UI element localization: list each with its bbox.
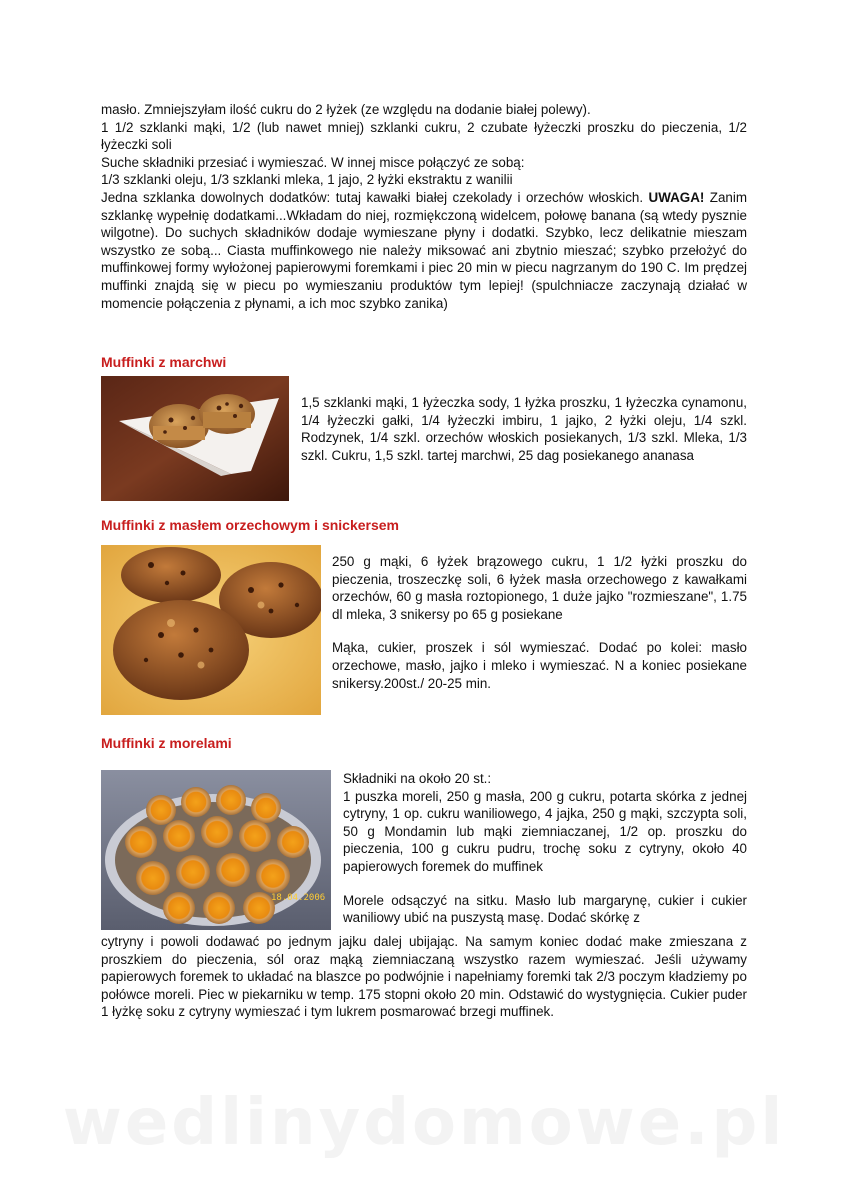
- heading-apricot-muffins: Muffinki z morelami: [101, 735, 232, 751]
- peanut-butter-muffins-text: [332, 553, 747, 692]
- apricot-method-continuation: [101, 933, 747, 1021]
- photo-date-stamp: 18.04.2006: [271, 893, 326, 903]
- carrot-muffins-ingredients: [301, 394, 747, 464]
- apricot-intro-text: Składniki na około 20 st.:: [343, 771, 492, 786]
- carrot-ingredients-text: 1,5 szklanki mąki, 1 łyżeczka sody, 1 łyżka proszku, 1 łyżeczka cynamonu, 1/4 łyżeczki gałki, 1/4 łyżeczki imbiru, 1 jajko, 2 łyżki oleju, 1/4 szkl. Rodzynek, 1/4 szkl. orzechów włoskich posiekanych, 1/3 szkl. Mleka, 1/3 szkl. Cukru, 1,5 szkl. tartej marchwi, 25 dag posiekanego ananasa: [301, 395, 747, 463]
- peanut-butter-muffins-photo: [101, 545, 321, 715]
- intro-line-4: 1/3 szklanki oleju, 1/3 szklanki mleka, 1 jajo, 2 łyżki ekstraktu z wanilii: [101, 172, 513, 188]
- intro-line-5: Jedna szklanka dowolnych dodatków: tutaj kawałki białej czekolady i orzechów włoskich.: [101, 189, 644, 205]
- apricot-muffins-side-text: [343, 770, 747, 927]
- heading-peanut-butter-muffins: Muffinki z masłem orzechowym i snickersem: [101, 517, 399, 533]
- intro-line-2: 1 1/2 szklanki mąki, 1/2 (lub nawet mniej) szklanki cukru, 2 czubate łyżeczki proszku do pieczenia, 1/2 łyżeczki soli: [101, 119, 747, 153]
- carrot-muffins-photo: [101, 376, 289, 501]
- intro-line-6: Zanim szklankę wypełnię dodatkami...Wkładam do niej, rozmiękczoną widelcem, połowę banana (są wtedy pysznie wilgotne). Do suchych składników dodaje wymieszane płyny i dodatki. Szybko, lecz delikatnie mieszam wszystko ze sobą... Ciasta muffinkowego nie należy miksować ani zbytnio mieszać; szybko przełożyć do muffinkowej formy wyłożonej papierowymi foremkami i piec 20 min w piecu nagrzanym do 190 C. Im prędzej muffinki znajdą się w piecu po wymieszaniu produktów tym lepiej! (spulchniacze zaczynają działać w momencie połączenia z płynami, a ich moc szybko zanika): [101, 189, 748, 311]
- peanut-butter-ingredients-text: 250 g mąki, 6 łyżek brązowego cukru, 1 1/2 łyżki proszku do pieczenia, troszeczkę soli, 6 łyżek masła orzechowego z kawałkami orzechów, 60 g masła roztopionego, 1 duże jajko "rozmieszane", 1.75 dl mleka, 3 snikersy po 65 g posiekane: [332, 554, 747, 622]
- intro-line-1: masło. Zmniejszyłam ilość cukru do 2 łyżek (ze względu na dodanie białej polewy).: [101, 102, 591, 117]
- intro-line-3: Suche składniki przesiać i wymieszać. W innej misce połączyć ze sobą:: [101, 154, 525, 170]
- apricot-method-text: cytryny i powoli dodawać po jednym jajku dalej ubijając. Na samym koniec dodać make zmieszana z proszkiem do pieczenia, sól oraz mąką ziemniaczaną wszystko razem wymieszać. Jeśli używamy papierowych foremek to układać na blaszce po podwójnie i napełniamy foremki tak 2/3 poczym kładziemy po połówce moreli. Piec w piekarniku w temp. 175 stopni około 20 min. Odstawić do wystygnięcia. Cukier puder 1 łyżkę soku z cytryny wymieszać i tym lukrem posmarować brzegi muffinek.: [101, 934, 747, 1020]
- apricot-muffins-photo: [101, 770, 331, 930]
- intro-text: [101, 101, 747, 312]
- watermark: wedlinydomowe.pl: [62, 1086, 786, 1160]
- apricot-ingredients-text: 1 puszka moreli, 250 g masła, 200 g cukru, potarta skórka z jednej cytryny, 1 op. cukru waniliowego, 4 jajka, 250 g mąki, szczypta soli, 50 g Mondamin lub mąki ziemniaczanej, 1/2 op. proszku do pieczenia, 100 g cukru pudru, trochę soku z cytryny, około 40 papierowych foremek do muffinek: [343, 788, 747, 874]
- apricot-method-start: Morele odsączyć na sitku. Masło lub margarynę, cukier i cukier waniliowy ubić na puszystą masę. Dodać skórkę z: [343, 892, 747, 926]
- heading-carrot-muffins: Muffinki z marchwi: [101, 354, 227, 370]
- intro-paragraph: [101, 189, 747, 312]
- peanut-butter-method-text: Mąka, cukier, proszek i sól wymieszać. Dodać po kolei: masło orzechowe, masło, jajko i mleko i wymieszać. N a koniec posiekane snikersy.200st./ 20-25 min.: [332, 640, 747, 691]
- warning-label: UWAGA!: [648, 189, 705, 205]
